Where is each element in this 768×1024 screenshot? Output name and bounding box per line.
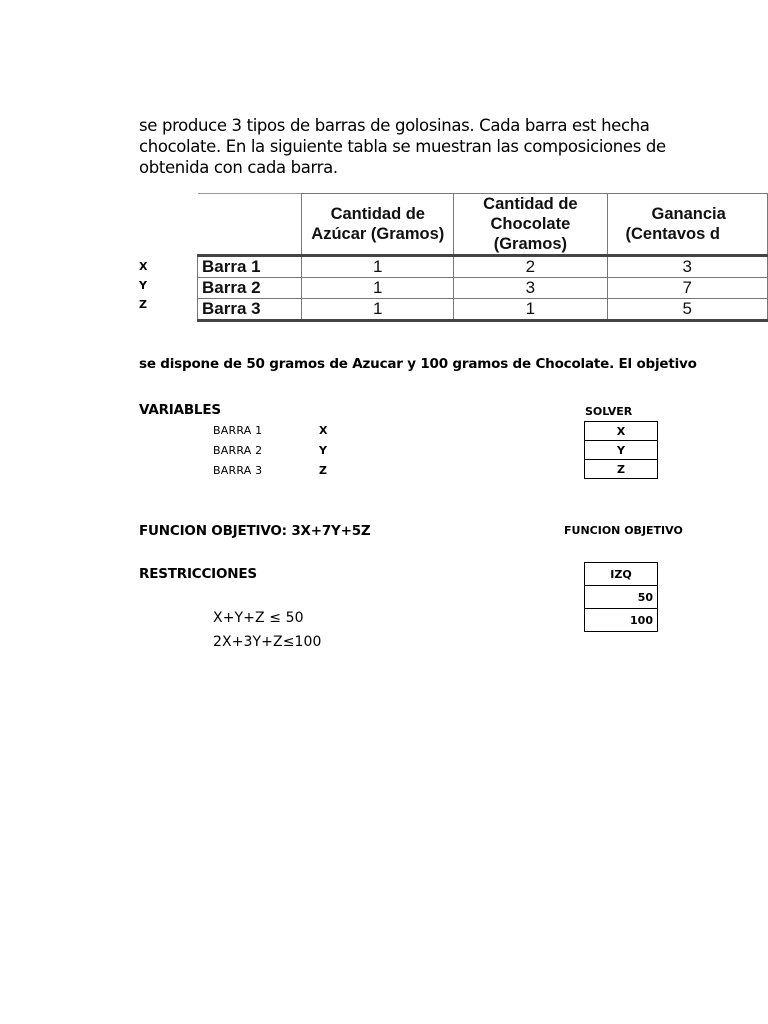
product-table — [197, 193, 768, 322]
header-ganancia — [607, 194, 768, 256]
header-chocolate-line: Cantidad de — [483, 195, 578, 213]
cell-chocolate: 2 — [454, 256, 607, 278]
table-row — [198, 299, 768, 321]
cell-azucar: 1 — [302, 299, 454, 321]
availability-sentence: se dispone de 50 gramos de Azucar y 100 gramos de Chocolate. El objetivo — [139, 356, 697, 372]
product-table-image — [197, 193, 768, 322]
solver-cell-x[interactable]: X — [585, 422, 658, 441]
header-azucar-line: Azúcar (Gramos) — [311, 225, 445, 243]
table-row — [198, 256, 768, 278]
variable-name: BARRA 1 — [213, 424, 263, 437]
table-header-row — [198, 194, 768, 256]
cell-chocolate: 3 — [454, 278, 607, 299]
row-var-x: X — [139, 260, 148, 273]
cell-chocolate: 1 — [454, 299, 607, 321]
row-name: Barra 3 — [198, 299, 302, 321]
intro-line-1: se produce 3 tipos de barras de golosinas. Cada barra est hecha — [139, 116, 650, 135]
objective-function: FUNCION OBJETIVO: 3X+7Y+5Z — [139, 523, 371, 539]
header-ganancia-line: (Centavos d — [625, 225, 720, 243]
variable-symbol: Z — [319, 464, 327, 477]
variable-symbol: X — [319, 424, 328, 437]
header-blank-cell — [198, 194, 302, 256]
izq-value[interactable]: 50 — [585, 586, 658, 609]
header-chocolate-line: Chocolate — [490, 215, 571, 233]
cell-ganancia: 5 — [607, 299, 768, 321]
izq-value[interactable]: 100 — [585, 609, 658, 632]
intro-line-2: chocolate. En la siguiente tabla se muestran las composiciones de — [139, 137, 666, 156]
variable-name: BARRA 3 — [213, 464, 263, 477]
restriction-2: 2X+3Y+Z≤100 — [213, 634, 322, 650]
variable-symbol: Y — [319, 444, 327, 457]
solver-cell-y[interactable]: Y — [585, 441, 658, 460]
variable-name: BARRA 2 — [213, 444, 263, 457]
solver-cell-z[interactable]: Z — [585, 460, 658, 479]
restriction-1: X+Y+Z ≤ 50 — [213, 610, 304, 626]
row-name: Barra 1 — [198, 256, 302, 278]
header-chocolate — [454, 194, 607, 256]
cell-azucar: 1 — [302, 256, 454, 278]
izq-table — [584, 562, 658, 632]
intro-line-3: obtenida con cada barra. — [139, 158, 338, 177]
row-var-y: Y — [139, 279, 147, 292]
variables-title: VARIABLES — [139, 402, 221, 418]
cell-azucar: 1 — [302, 278, 454, 299]
solver-title: SOLVER — [585, 405, 633, 418]
intro-paragraph — [139, 115, 666, 178]
row-var-z: Z — [139, 298, 147, 311]
cell-ganancia: 7 — [607, 278, 768, 299]
izq-header[interactable]: IZQ — [585, 563, 658, 586]
restrictions-title: RESTRICCIONES — [139, 566, 257, 582]
header-azucar — [302, 194, 454, 256]
solver-table — [584, 421, 658, 479]
objective-function-right: FUNCION OBJETIVO — [564, 524, 683, 537]
row-name: Barra 2 — [198, 278, 302, 299]
header-chocolate-line: (Gramos) — [493, 235, 568, 253]
header-azucar-line: Cantidad de — [330, 205, 425, 223]
header-ganancia-line: Ganancia — [651, 205, 726, 223]
cell-ganancia: 3 — [607, 256, 768, 278]
table-row — [198, 278, 768, 299]
